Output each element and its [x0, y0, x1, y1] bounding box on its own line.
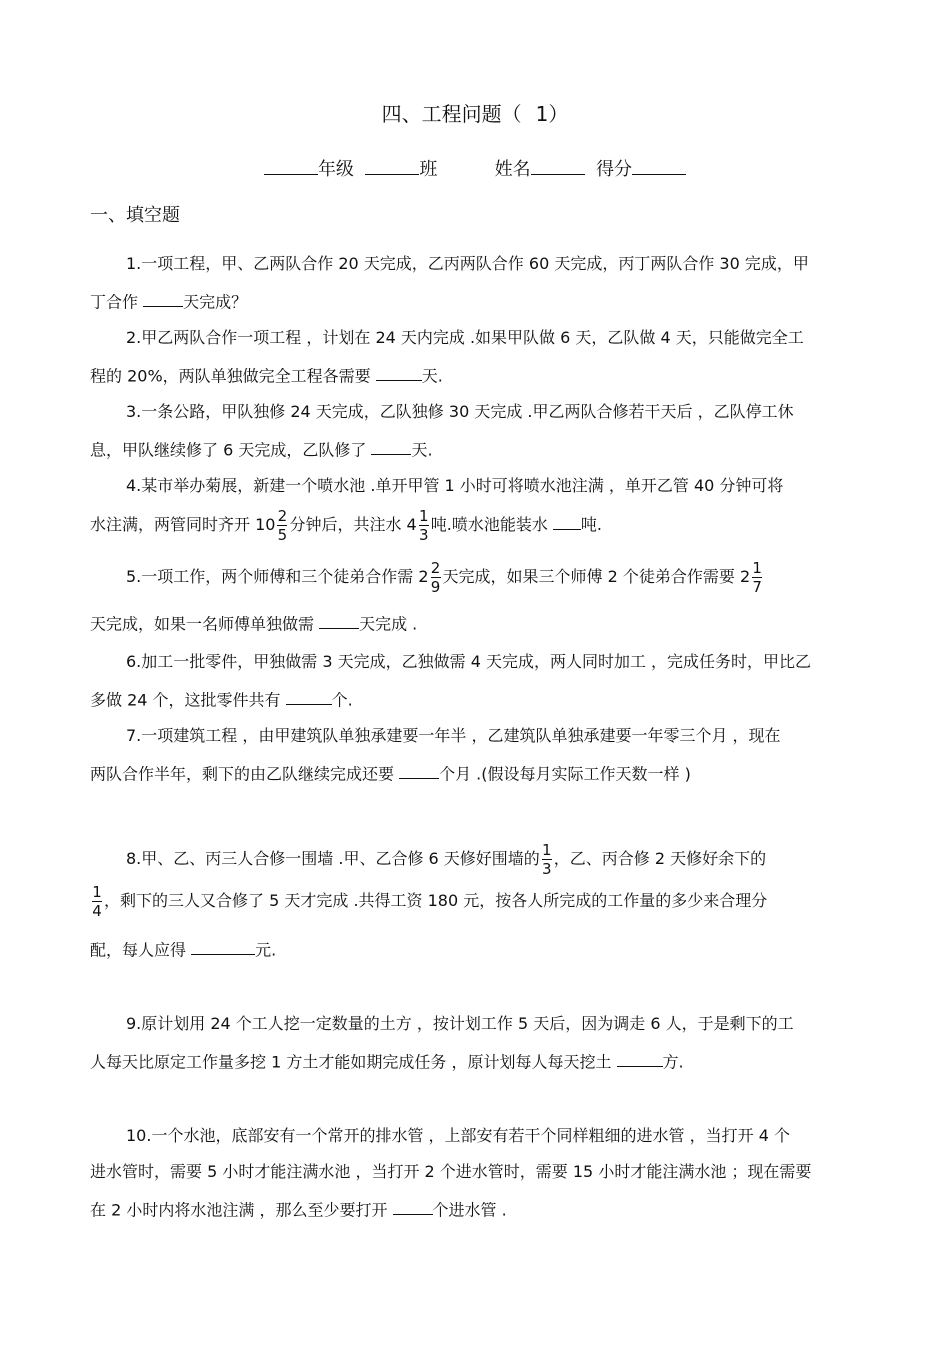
- q8-fraction-2: $\frac{1}{4}$: [92, 883, 102, 920]
- q8-fraction-1: $\frac{1}{3}$: [542, 841, 552, 878]
- q3-answer-blank[interactable]: [371, 440, 411, 455]
- q8-answer-blank[interactable]: [191, 940, 255, 955]
- page-title: [0, 104, 950, 124]
- q2-line1: 2.甲乙两队合作一项工程 ，计划在 24 天内完成 .如果甲队做 6 天，乙队做 4 天，只能做完全工: [126, 328, 804, 347]
- q1-line1: 1.一项工程，甲、乙两队合作 20 天完成，乙丙两队合作 60 天完成，丙丁两队合作 30 完成，甲: [126, 254, 809, 273]
- q4-fraction-1: $\frac{2}{5}$: [277, 507, 288, 544]
- title-main: 四、工程问题（: [381, 102, 522, 126]
- section-title: 一、填空题: [90, 205, 180, 226]
- name-blank[interactable]: [531, 158, 585, 175]
- q5-fraction-2: $\frac{1}{7}$: [752, 559, 762, 596]
- q10-answer-blank[interactable]: [393, 1200, 433, 1215]
- grade-blank[interactable]: [264, 158, 318, 175]
- q7-line2: 两队合作半年，剩下的由乙队继续完成还要 个月 .(假设每月实际工作天数一样 ): [90, 764, 691, 784]
- q9-answer-blank[interactable]: [617, 1052, 663, 1067]
- q3-line2: 息，甲队继续修了 6 天完成，乙队修了 天.: [90, 440, 433, 460]
- q1-line2: 丁合作 天完成？: [90, 292, 248, 312]
- class-blank[interactable]: [365, 158, 419, 175]
- q6-answer-blank[interactable]: [286, 690, 332, 705]
- name-label: 姓名: [494, 159, 531, 181]
- q3-line1: 3.一条公路，甲队独修 24 天完成，乙队独修 30 天完成 .甲乙两队合修若干天后 ，乙队停工休: [126, 402, 794, 421]
- title-number: 1）: [535, 102, 569, 126]
- q10-line1: 10.一个水池，底部安有一个常开的排水管 ，上部安有若干个同样粗细的进水管 ，当打开 4 个: [126, 1126, 790, 1145]
- q6-line1: 6.加工一批零件，甲独做需 3 天完成，乙独做需 4 天完成，两人同时加工 ，完成任务时，甲比乙: [126, 652, 812, 671]
- q9-line1: 9.原计划用 24 个工人挖一定数量的土方 ，按计划工作 5 天后，因为调走 6 人，于是剩下的工: [126, 1014, 794, 1033]
- q4-line2: 水注满，两管同时齐开 10 $\frac{2}{5}$ 分钟后，共注水 4 $\frac{1}{3}$ 吨.喷水池能装水 吨.: [90, 507, 603, 544]
- q8-line1: 8.甲、乙、丙三人合修一围墙 .甲、乙合修 6 天修好围墙的 $\frac{1}{3}$ ，乙、丙合修 2 天修好余下的: [126, 841, 767, 878]
- student-info-line: [0, 158, 950, 179]
- grade-label: 年级: [317, 159, 354, 181]
- score-blank[interactable]: [632, 158, 686, 175]
- q5-answer-blank[interactable]: [319, 614, 359, 629]
- q5-fraction-1: $\frac{2}{9}$: [430, 559, 441, 596]
- class-label: 班: [419, 159, 438, 181]
- q7-line1: 7.一项建筑工程 ，由甲建筑队单独承建要一年半 ，乙建筑队单独承建要一年零三个月 ，现在: [126, 726, 781, 745]
- q7-answer-blank[interactable]: [399, 764, 439, 779]
- q5-line2: 天完成，如果一名师傅单独做需 天完成 .: [90, 614, 418, 634]
- q10-line3: 在 2 小时内将水池注满 ，那么至少要打开 个进水管 .: [90, 1200, 507, 1220]
- q2-answer-blank[interactable]: [376, 366, 422, 381]
- q2-line2: 程的 20%，两队单独做完全工程各需要 天.: [90, 366, 443, 386]
- q8-line3: 配，每人应得 元.: [90, 940, 277, 960]
- q5-line1: 5.一项工作，两个师傅和三个徒弟合作需 2 $\frac{2}{9}$ 天完成，如果三个师傅 2 个徒弟合作需要 2 $\frac{1}{7}$: [126, 559, 762, 596]
- q4-fraction-2: $\frac{1}{3}$: [418, 507, 429, 544]
- q1-answer-blank[interactable]: [143, 292, 183, 307]
- score-label: 得分: [596, 159, 633, 181]
- q6-line2: 多做 24 个，这批零件共有 个.: [90, 690, 353, 710]
- q8-line2: $\frac{1}{4}$ ，剩下的三人又合修了 5 天才完成 .共得工资 180 元，按各人所完成的工作量的多少来合理分: [92, 883, 768, 920]
- q10-line2: 进水管时，需要 5 小时才能注满水池 ，当打开 2 个进水管时，需要 15 小时才能注满水池 ；现在需要: [90, 1162, 812, 1181]
- q9-line2: 人每天比原定工作量多挖 1 方土才能如期完成任务 ，原计划每人每天挖土 方.: [90, 1052, 684, 1072]
- q4-answer-blank[interactable]: [553, 515, 581, 530]
- q4-line1: 4.某市举办菊展，新建一个喷水池 .单开甲管 1 小时可将喷水池注满 ，单开乙管 40 分钟可将: [126, 476, 784, 495]
